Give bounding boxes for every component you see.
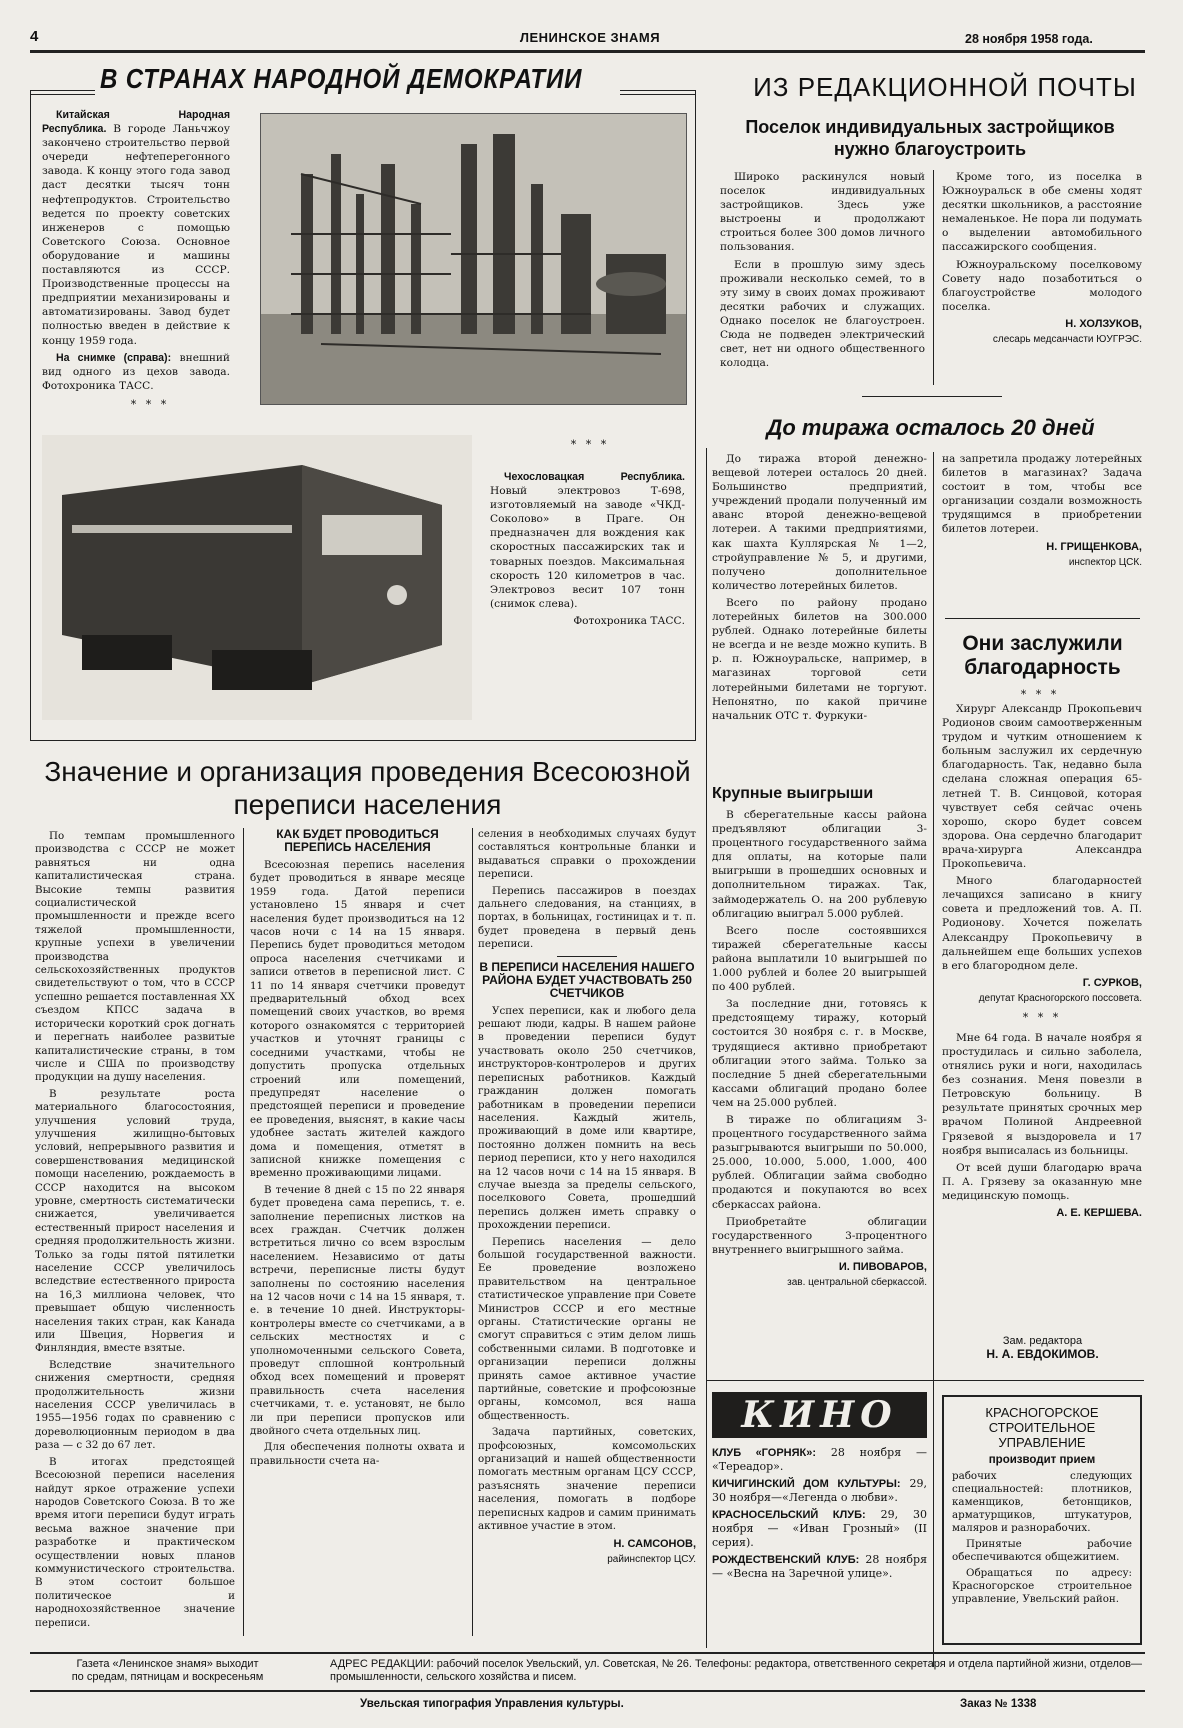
thanks-signature-1: Г. СУРКОВ, — [1082, 976, 1142, 989]
footer-schedule: Газета «Ленинское знамя» выходит по средам, пятницам и воскресеньям — [71, 1658, 264, 1683]
thanks-title: Они заслужили благодарность — [962, 632, 1123, 679]
lottery-title: До тиража осталось 20 дней — [766, 415, 1095, 440]
kino-entry: КИЧИГИНСКИЙ ДОМ КУЛЬТУРЫ: 29, 30 ноября—«Легенда о любви». — [712, 1477, 927, 1504]
ad-subtitle: производит прием — [988, 1454, 1096, 1466]
lottery-col2: на запретила продажу лотерейных билетов в магазинах? Задача состоит в том, чтобы все организации создали возможность трудящимся в приобретении билетов лотереи. Н. ГРИЩЕНКОВА, инспектор ЦСК. — [942, 453, 1142, 568]
wins-signature-role: зав. центральной сберкассой. — [787, 1276, 927, 1288]
census-col2: КАК БУДЕТ ПРОВОДИТЬСЯ ПЕРЕПИСЬ НАСЕЛЕНИЯ Всесоюзная перепись населения будет проводиться в январе месяце 1959 года. Датой переписи установлено 15 января и счет населения будет производиться на 12 часов ночи с 14 на 15 января. Перепись будет проводиться методом опроса населения счетчиками и записи ответов в переписной лист. С 11 по 14 января счетчики проведут предварительный обход всех помещений своих участков, во время которого ознакомятся с территорией участков и уточнят границы с соседними участками, чтобы не допустить пропуска отдельных строений или помещений, предупредят население о предстоящей переписи и проведение ее проведения, выяснят, в какие часы удобнее застать жителей каждого дома и помещения, отметят в записной книжке помещения с временно проживающими лицами. В течение 8 дней с 15 по 22 января будет проведена сама перепись, т. е. заполнение переписных листков на всех граждан. Счетчик должен встретиться лично со всем взрослым населением. Независимо от даты встречи, переписные листы будут заполнены по состоянию населения на 12 часов ночи с 14 на 15 января, т. е. в течение 10 дней. Инструкторы-контролеры вместе со счетчиками, а в сельских местностях и с уполномоченными сельского Совета, проведут сплошной контрольный обход всех помещений и проверят правильность счета населения счетчиками, т. е. установят, не было ли при переписи пропусков или двойного счета отдельных лиц. Для обеспечения полноты охвата и правильности счета на- — [250, 827, 465, 1467]
kino-list — [712, 1446, 927, 1581]
thanks-signature-2: А. Е. КЕРШЕВА. — [1056, 1207, 1142, 1219]
stars-divider: * * * — [130, 398, 170, 411]
wins-signature: И. ПИВОВАРОВ, — [838, 1260, 927, 1273]
census-col1: По темпам промышленного производства с СССР не может равняться ни одна капиталистическая страна. Высокие темпы развития социалистической промышленности и прежде всего тяжелой промышленности, крупные успехи в увеличении производства сельскохозяйственных продуктов свидетельствуют о том, что в СССР успешно решается поставленная XX съездом КПСС задача в исторически короткий срок догнать и перегнать наиболее развитые капиталистические страны, в том числе и США по производству продукции на душу населения. В результате роста материального благосостояния, улучшения условий труда, улучшения жилищно-бытовых условий, непрерывного развития и совершенствования медицинской помощи населению, рождаемость в СССР находится на высоком уровне, смертность систематически снижается, увеличивается естественный прирост населения и средняя продолжительность жизни. Только за годы пятой пятилетки население СССР увеличилось вследствие естественного прироста на 16,3 миллиона человек, что превышает общую численность населения таких стран, как Канада или Швеция, Норвегия и Финляндия, вместе взятые. Вследствие значительного снижения смертности, средняя продолжительность жизни населения СССР увеличилась в 1955—1956 годах по сравнению с дореволюционным периодом в два раза — с 32 до 67 лет. В итогах предстоящей Всесоюзной переписи населения найдут яркое отражение успехи народов Советского Союза. В то же время итоги переписи будут играть весьма важное значение при разработке и практическом осуществлении новых планов коммунистического строительства. В этом состоит большое политическое и народнохозяйственное значение переписи. — [35, 830, 235, 1629]
kino-logo: КИНО — [712, 1392, 927, 1438]
mail-signature: Н. ХОЛЗУКОВ, — [1065, 317, 1142, 330]
footer-order: Заказ № 1338 — [960, 1698, 1037, 1710]
census-col2-heading: КАК БУДЕТ ПРОВОДИТЬСЯ ПЕРЕПИСЬ НАСЕЛЕНИЯ — [276, 827, 439, 854]
masthead-rule — [30, 50, 1145, 53]
thanks-article: Хирург Александр Прокопьевич Родионов своим самоотверженным трудом и чутким отношением к больным заслужил их сердечную благодарность. Так, недавно была сделана сложная операция 65-летней Т. В. Синцовой, которая чувствует себя сейчас очень хорошо, скоро будет совсем здорова. Она сердечно благодарит врача-хирурга Александра Прокопьевича. Много благодарностей лечащихся записано в книгу совета и предложений тов. А. П. Родионову. Хочется пожелать Александру Прокопьевичу в дальнейшем еще больших успехов в его благородном деле. Г. СУРКОВ, депутат Красногорского поссовета. * * * Мне 64 года. В начале ноября я простудилась и сильно заболела, отнялись руки и ноги, находилась без сознания. Меня повезли в Петровскую больницу. В результате принятых срочных мер врачом Полиной Андреевной Грязевой я выздоровела и 17 ноября выписалась из больницы. От всей души благодарю врача П. А. Грязеву за оказанную мне медицинскую помощь. А. Е. КЕРШЕВА. — [942, 703, 1142, 1219]
mail-header: ИЗ РЕДАКЦИОННОЙ ПОЧТЫ — [753, 72, 1137, 102]
census-col3: селения в необходимых случаях будут составляться контрольные бланки и выдаваться справки о прохождении переписи. Перепись пассажиров в поездах дальнего следования, на станциях, в портах, в больницах, гостиницах и т. п. будет проведена в первый день переписи. В ПЕРЕПИСИ НАСЕЛЕНИЯ НАШЕГО РАЙОНА БУДЕТ УЧАСТВОВАТЬ 250 СЧЕТЧИКОВ Успех переписи, как и любого дела решают люди, кадры. В нашем районе в проведении переписи будут участвовать около 250 счетчиков, инструкторов-контролеров и других переписных работников. Каждый гражданин должен помогать работникам в проведении переписи населения. Каждый житель, проживающий в доме или квартире, постоянно должен помнить на весь период переписи, кто у него находился на 12 часов ночи с 14 на 15 января. В случае выезда за пределы сельского, поселкового Совета, прошедший перепись должен иметь справку о прохождении переписи. Перепись населения — дело большой государственной важности. Ее проведение возложено правительством на центральное статистическое управление при Совете Министров СССР и его местные органы. Статистические органы не смогут справиться с этим делом лишь собственными силами. В подготовке и организации переписи должны принять самое активное участие партийные, советские и профсоюзные органы, комсомол, вся наша общественность. Задача партийных, советских, профсоюзных, комсомольских организаций и нашей общественности помогать местным органам ЦСУ СССР, разъяснять значение переписи населения, помогать в подборе переписных кадров и самим принимать активное участие в этом. Н. САМСОНОВ, райинспектор ЦСУ. — [478, 828, 696, 1565]
page-number: 4 — [30, 28, 39, 45]
refinery-photo — [260, 113, 687, 405]
census-col3-heading: В ПЕРЕПИСИ НАСЕЛЕНИЯ НАШЕГО РАЙОНА БУДЕТ УЧАСТВОВАТЬ 250 СЧЕТЧИКОВ — [479, 959, 695, 1000]
china-article — [42, 108, 230, 396]
china-caption-lead: На снимке (справа): — [56, 351, 172, 364]
wins-title: Крупные выигрыши — [712, 785, 874, 802]
czech-credit: Фотохроника ТАСС. — [573, 614, 685, 627]
thanks-signature-1-role: депутат Красногорского поссовета. — [978, 992, 1142, 1004]
czech-text: Новый электровоз Т-698, изготовляемый на заводе «ЧКД-Соколово» в Праге. Он предназначен для вождения как скоростных пассажирских так и товарных поездов. Максимальная скорость 120 километров в час. Электровоз весит 107 тонн (снимок слева). — [490, 485, 685, 610]
census-signature: Н. САМСОНОВ, — [613, 1537, 696, 1550]
kino-block — [712, 1392, 927, 1584]
mail-signature-role: слесарь медсанчасти ЮУГРЭС. — [992, 333, 1142, 345]
kino-entry: КЛУБ «ГОРНЯК»: 28 ноября — «Тереадор». — [712, 1446, 927, 1473]
lottery-signature-role: инспектор ЦСК. — [1068, 556, 1142, 568]
democracies-title: В СТРАНАХ НАРОДНОЙ ДЕМОКРАТИИ — [100, 63, 583, 94]
newspaper-name: ЛЕНИНСКОЕ ЗНАМЯ — [519, 30, 661, 45]
kino-entry: РОЖДЕСТВЕНСКИЙ КЛУБ: 28 ноября — «Весна на Заречной улице». — [712, 1553, 928, 1580]
stars-divider-2: * * * — [570, 438, 610, 451]
census-signature-role: райинспектор ЦСУ. — [607, 1553, 696, 1565]
footer-printer: Увельская типография Управления культуры. — [360, 1698, 624, 1710]
mail-col2: Кроме того, из поселка в Южноуральск в обе смены ходят десятки школьников, а расстояние немаленькое. Не пора ли подумать о выделении автомобильного пассажирского сообщения. Южноуральскому поселковому Совету надо позаботиться о благоустройстве молодого поселка. Н. ХОЛЗУКОВ, слесарь медсанчасти ЮУГРЭС. — [942, 171, 1142, 345]
kino-entry: КРАСНОСЕЛЬСКИЙ КЛУБ: 29, 30 ноября — «Иван Грозный» (II серия). — [712, 1508, 927, 1549]
wins-article: В сберегательные кассы района предъявляют облигации 3-процентного государственного займа для оплаты, на которые пали выигрыши в прошедших основных и дополнительном тиражах. Так, займодержатель О. на 200 рублевую облигацию выиграл 5.000 рублей. Всего после состоявшихся тиражей сберегательные кассы района выплатили 10 выигрышей по 1.000 рублей и более 20 выигрышей по 400 рублей. За последние дни, готовясь к предстоящему тиражу, который состоится 30 ноября с. г. в Москве, трудящиеся активно приобретают облигации этого займа. Только за последние 5 дней сберегательными кассами облигаций продано более чем на 25.000 рублей. В тираже по облигациям 3-процентного государственного займа разыгрываются выигрыши по 50.000, 25.000, 10.000, 5.000, 1.000, 400 рублей. Облигации займа свободно продаются и покупаются во всех сберкассах района. Приобретайте облигации государственного 3-процентного внутреннего выигрышного займа. И. ПИВОВАРОВ, зав. центральной сберкассой. — [712, 809, 927, 1288]
china-text: В городе Ланьчжоу закончено строительство первой очереди нефтеперегонного завода. К концу этого года завод даст десятки тысяч тонн нефтепродуктов. Строительство ведется по проекту советских инженеров с помощью Советского Союза. Основное оборудование и машины поставляются из СССР. Производственные процессы на предприятии механизированы и автоматизированы. Завод будет полностью введен в действие к концу 1959 года. — [42, 123, 230, 347]
locomotive-photo — [42, 435, 472, 720]
lottery-signature: Н. ГРИЩЕНКОВА, — [1046, 540, 1142, 553]
census-title: Значение и организация проведения Всесоюзной переписи населения — [44, 756, 691, 820]
footer-address: АДРЕС РЕДАКЦИИ: рабочий поселок Увельский, ул. Советская, № 26. Телефоны: редактора, ответственного секретаря и отдела партийной жизни, отделов—промышленности, сельского хозяйства и писем. — [330, 1658, 1142, 1683]
china-caption: внешний вид одного из цехов завода. Фотохроника ТАСС. — [42, 351, 230, 392]
lottery-col1: До тиража второй денежно-вещевой лотереи осталось 20 дней. Большинство предприятий, учреждений продали полученный им аванс второй денежно-вещевой лотереи. А такими предприятиями, как шахта Куллярская № 1—2, стройуправление № 5, и другими, получено дополнительное количество лотерейных билетов. Всего по району продано лотерейных билетов на 300.000 рублей. Однако лотерейные билеты не всегда и не везде можно купить. В р. п. Южноуральске, например, в магазинах торговой сети лотерейными билетами не торгуют. Непонятно, по какой причине начальник ОТС т. Фуркуки- — [712, 453, 927, 722]
mail-col1: Широко раскинулся новый поселок индивидуальных застройщиков. Здесь уже выстроены и продолжают строиться более 300 домов личного пользования. Если в прошлую зиму здесь проживали несколько семей, то в эту зиму в своих домах проживают десятки рабочих и служащих. Однако поселок не благоустроен. Сюда не подведен электрический свет, нет ни одного общественного колодца. — [720, 171, 925, 370]
czech-lead: Чехословацкая Республика. — [504, 471, 685, 483]
issue-date: 28 ноября 1958 года. — [965, 32, 1093, 46]
mail-title: Поселок индивидуальных застройщиков нужно благоустроить — [745, 117, 1115, 159]
china-lead: Китайская Народная Республика. — [42, 109, 230, 136]
editor-block: Зам. редактора Н. А. ЕВДОКИМОВ. — [986, 1335, 1099, 1361]
job-ad: КРАСНОГОРСКОЕ СТРОИТЕЛЬНОЕ УПРАВЛЕНИЕ производит прием рабочих следующих специальностей: плотников, каменщиков, бетонщиков, арматурщиков, штукатуров, маляров и разнорабочих. Принятые рабочие обеспечиваются общежитием. Обращаться по адресу: Красногорское строительное управление, Увельский район. — [942, 1395, 1142, 1645]
ad-title: КРАСНОГОРСКОЕ СТРОИТЕЛЬНОЕ УПРАВЛЕНИЕ — [985, 1405, 1099, 1450]
czech-article — [490, 470, 685, 631]
